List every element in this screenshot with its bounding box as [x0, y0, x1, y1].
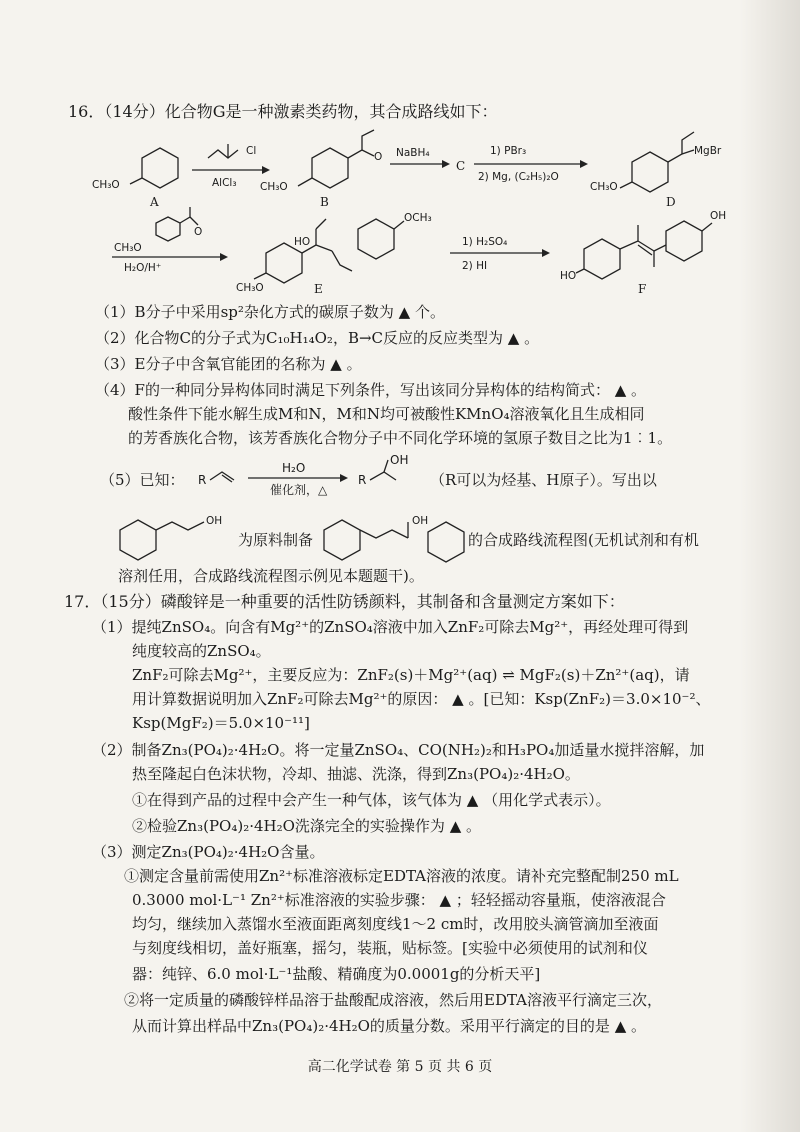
- q17-3-sub1-line2: 0.3000 mol·L⁻¹ Zn²⁺标准溶液的实验步骤： ▲ ；轻轻摇动容量瓶，使溶液混合: [132, 891, 666, 909]
- q16-part-5-end: 的合成路线流程图(无机试剂和有机: [468, 531, 699, 549]
- q17-2-line1: （2）制备Zn₃(PO₄)₂·4H₂O。将一定量ZnSO₄、CO(NH₂)₂和H₃PO₄加适量水搅拌溶解，加: [92, 741, 705, 759]
- q17-3-sub2-line2: 从而计算出样品中Zn₃(PO₄)₂·4H₂O的质量分数。采用平行滴定的目的是 ▲ 。: [132, 1017, 646, 1035]
- q17-1-line1: （1）提纯ZnSO₄。向含有Mg²⁺的ZnSO₄溶液中加入ZnF₂可除去Mg²⁺，再经处理可得到: [92, 618, 689, 636]
- svg-text:H₂O/H⁺: H₂O/H⁺: [124, 262, 162, 274]
- q17-1-line3: ZnF₂可除去Mg²⁺，主要反应为：ZnF₂(s)＋Mg²⁺(aq) ⇌ MgF₂(s)＋Zn²⁺(aq)，请: [132, 666, 690, 684]
- compound-e: [236, 212, 432, 296]
- q16-part-2: （2）化合物C的分子式为C₁₀H₁₄O₂，B→C反应的反应类型为 ▲ 。: [95, 329, 540, 347]
- svg-text:2) Mg, (C₂H₅)₂O: 2) Mg, (C₂H₅)₂O: [478, 171, 559, 183]
- svg-text:NaBH₄: NaBH₄: [396, 147, 430, 159]
- q17-3-sub2-line1: ②将一定质量的磷酸锌样品溶于盐酸配成溶液，然后用EDTA溶液平行滴定三次，: [124, 991, 662, 1009]
- q17-3-sub1-line3: 均匀，继续加入蒸馏水至液面距离刻度线1～2 cm时，改用胶头滴管滴加至液面: [132, 915, 659, 933]
- scheme-row-2: [90, 205, 770, 299]
- q17-3-sub1-line4: 与刻度线相切，盖好瓶塞，摇匀，装瓶，贴标签。[实验中必须使用的试剂和仪: [132, 939, 648, 957]
- q17-header: 17．（15分）磷酸锌是一种重要的活性防锈颜料，其制备和含量测定方案如下：: [64, 592, 625, 611]
- svg-text:R: R: [198, 473, 207, 487]
- arrow-bc: [390, 147, 450, 168]
- svg-text:H₂O: H₂O: [282, 461, 306, 475]
- svg-text:2) HI: 2) HI: [462, 260, 488, 272]
- q16-part-4: （4）F的一种同分异构体同时满足下列条件，写出该同分异构体的结构简式： ▲ 。: [95, 381, 647, 399]
- svg-text:1) H₂SO₄: 1) H₂SO₄: [462, 236, 508, 248]
- arrow-cd: [474, 145, 588, 183]
- q16-part-5-reaction: [198, 454, 428, 508]
- svg-text:CH₃O: CH₃O: [114, 242, 142, 254]
- q17-1-line5: Ksp(MgF₂)＝5.0×10⁻¹¹]: [132, 714, 310, 732]
- q16-part-5-note: （R可以为烃基、H原子）。写出以: [430, 471, 657, 489]
- svg-text:CH₃O: CH₃O: [260, 181, 288, 193]
- svg-text:HO: HO: [294, 236, 311, 248]
- arrow-ef: [450, 236, 550, 272]
- scheme-row-1: [90, 130, 770, 214]
- svg-text:R: R: [358, 473, 367, 487]
- compound-c-label: C: [456, 159, 466, 173]
- arrow-de: [112, 207, 228, 274]
- q16-part-5-last: 溶剂任用，合成路线流程图示例见本题题干)。: [118, 567, 424, 585]
- q17-2-sub2: ②检验Zn₃(PO₄)₂·4H₂O洗涤完全的实验操作为 ▲ 。: [132, 817, 481, 835]
- q16-part-5-start: [118, 512, 238, 566]
- svg-text:催化剂，△: 催化剂，△: [270, 483, 328, 497]
- svg-text:CH₃O: CH₃O: [590, 181, 618, 193]
- svg-text:HO: HO: [560, 270, 577, 282]
- svg-text:D: D: [666, 195, 676, 209]
- compound-b: [260, 130, 382, 209]
- q16-part-1: （1）B分子中采用sp²杂化方式的碳原子数为 ▲ 个。: [95, 303, 445, 321]
- svg-text:O: O: [374, 151, 383, 163]
- svg-text:OH: OH: [412, 515, 429, 527]
- svg-text:OH: OH: [710, 210, 727, 222]
- q17-3-sub1-line1: ①测定含量前需使用Zn²⁺标准溶液标定EDTA溶液的浓度。请补充完整配制250 mL: [124, 867, 679, 885]
- q16-part-4-cond-2: 的芳香族化合物，该芳香族化合物分子中不同化学环境的氢原子数目之比为1︰1。: [128, 429, 673, 447]
- svg-text:MgBr: MgBr: [694, 145, 722, 157]
- q17-1-line2: 纯度较高的ZnSO₄。: [132, 642, 271, 660]
- svg-text:E: E: [314, 282, 323, 296]
- svg-text:AlCl₃: AlCl₃: [212, 177, 237, 189]
- svg-text:A: A: [150, 195, 159, 209]
- svg-text:OH: OH: [390, 453, 409, 467]
- compound-d: [590, 132, 722, 209]
- compound-a: [92, 148, 178, 209]
- svg-text:F: F: [638, 282, 647, 296]
- q16-header: 16．（14分）化合物G是一种激素类药物，其合成路线如下：: [68, 102, 498, 121]
- svg-text:B: B: [320, 195, 329, 209]
- svg-text:OH: OH: [206, 515, 223, 527]
- svg-text:Cl: Cl: [246, 145, 257, 157]
- q16-part-4-cond-1: 酸性条件下能水解生成M和N，M和N均可被酸性KMnO₄溶液氧化且生成相同: [128, 405, 645, 423]
- svg-text:1) PBr₃: 1) PBr₃: [490, 145, 527, 157]
- q17-1-line4: 用计算数据说明加入ZnF₂可除去Mg²⁺的原因： ▲ 。[已知：Ksp(ZnF₂)＝3.0×10⁻²、: [132, 690, 711, 708]
- q17-2-line2: 热至隆起白色沫状物，冷却、抽滤、洗涤，得到Zn₃(PO₄)₂·4H₂O。: [132, 765, 580, 783]
- q17-3-line1: （3）测定Zn₃(PO₄)₂·4H₂O含量。: [92, 843, 325, 861]
- q16-part-5-prefix: （5）已知：: [100, 471, 185, 489]
- svg-text:CH₃O: CH₃O: [236, 282, 264, 294]
- q17-3-sub1-line5: 器：纯锌、6.0 mol·L⁻¹盐酸、精确度为0.0001g的分析天平]: [132, 965, 541, 983]
- q17-2-sub1: ①在得到产品的过程中会产生一种气体，该气体为 ▲ （用化学式表示）。: [132, 791, 611, 809]
- svg-text:O: O: [194, 226, 203, 238]
- q16-part-3: （3）E分子中含氧官能团的名称为 ▲ 。: [95, 355, 362, 373]
- q16-part-5-mid: 为原料制备: [238, 531, 314, 549]
- svg-text:OCH₃: OCH₃: [404, 212, 432, 224]
- arrow-ab: [192, 144, 270, 189]
- compound-f: [560, 210, 726, 296]
- svg-text:CH₃O: CH₃O: [92, 179, 120, 191]
- q16-part-5-target: [322, 516, 472, 570]
- page-footer: 高二化学试卷 第 5 页 共 6 页: [307, 1059, 493, 1075]
